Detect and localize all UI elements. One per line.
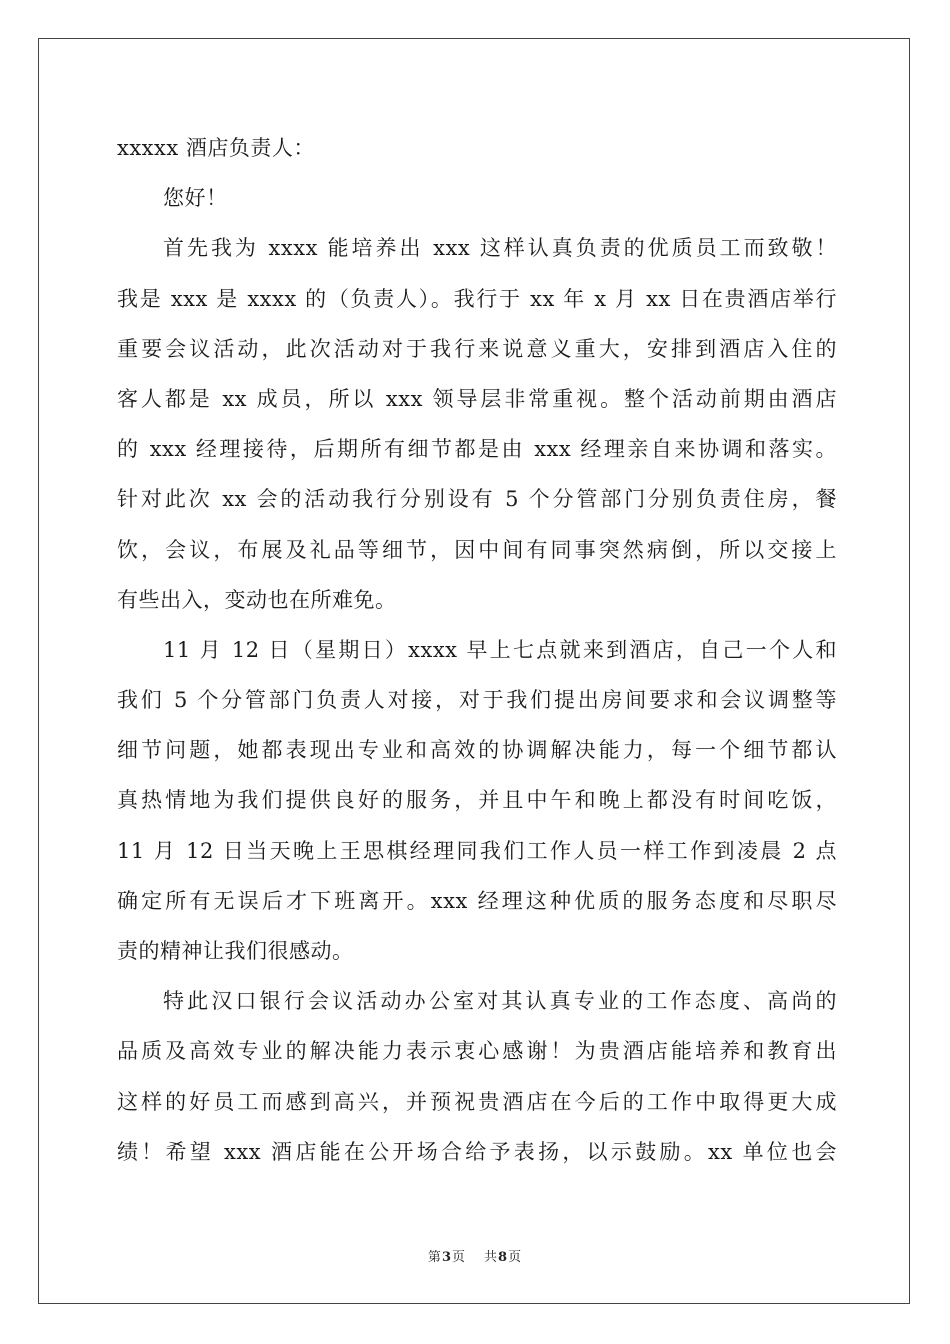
letter-line: 细节问题，她都表现出专业和高效的协调解决能力，每一个细节都认 bbox=[117, 738, 837, 763]
letter-line: 这样的好员工而感到高兴，并预祝贵酒店在今后的工作中取得更大成 bbox=[117, 1089, 837, 1114]
letter-line: 首先我为 xxxx 能培养出 xxx 这样认真负责的优质员工而致敬！ bbox=[163, 236, 837, 261]
total-suffix: 页 bbox=[508, 1250, 523, 1265]
page-footer bbox=[0, 1246, 950, 1265]
letter-line: 您好！ bbox=[163, 186, 228, 211]
letter-line: 确定所有无误后才下班离开。xxx 经理这种优质的服务态度和尽职尽 bbox=[117, 888, 837, 913]
total-prefix: 共 bbox=[484, 1250, 499, 1265]
letter-line: 我们 5 个分管部门负责人对接，对于我们提出房间要求和会议调整等 bbox=[117, 688, 837, 713]
letter-line: 针对此次 xx 会的活动我行分别设有 5 个分管部门分别负责住房，餐 bbox=[117, 487, 837, 512]
letter-line: 11 月 12 日（星期日）xxxx 早上七点就来到酒店，自己一个人和 bbox=[163, 637, 837, 662]
letter-line: xxxxx 酒店负责人： bbox=[117, 136, 315, 160]
page-current-number: 3 bbox=[441, 1250, 452, 1265]
page-prefix: 第 bbox=[427, 1250, 442, 1265]
letter-line: 重要会议活动，此次活动对于我行来说意义重大，安排到酒店入住的 bbox=[117, 336, 837, 361]
letter-body bbox=[117, 130, 837, 1184]
letter-line: 责的精神让我们很感动。 bbox=[117, 939, 354, 963]
letter-line: 品质及高效专业的解决能力表示衷心感谢！为贵酒店能培养和教育出 bbox=[117, 1039, 837, 1064]
letter-line: 的 xxx 经理接待，后期所有细节都是由 xxx 经理亲自来协调和落实。 bbox=[117, 437, 837, 462]
letter-line: 客人都是 xx 成员，所以 xxx 领导层非常重视。整个活动前期由酒店 bbox=[117, 386, 837, 411]
page-total-number: 8 bbox=[498, 1250, 509, 1265]
page-suffix: 页 bbox=[451, 1250, 466, 1265]
letter-line: 有些出入，变动也在所难免。 bbox=[117, 587, 397, 612]
letter-line: 绩！希望 xxx 酒店能在公开场合给予表扬，以示鼓励。xx 单位也会 bbox=[117, 1139, 837, 1164]
letter-line: 我是 xxx 是 xxxx 的（负责人）。我行于 xx 年 x 月 xx 日在贵酒店举行 bbox=[117, 286, 837, 311]
letter-line: 特此汉口银行会议活动办公室对其认真专业的工作态度、高尚的 bbox=[163, 989, 837, 1014]
letter-line: 真热情地为我们提供良好的服务，并且中午和晚上都没有时间吃饭， bbox=[117, 788, 837, 813]
letter-line: 11 月 12 日当天晚上王思棋经理同我们工作人员一样工作到凌晨 2 点 bbox=[117, 838, 837, 863]
letter-line: 饮，会议，布展及礼品等细节，因中间有同事突然病倒，所以交接上 bbox=[117, 537, 837, 562]
